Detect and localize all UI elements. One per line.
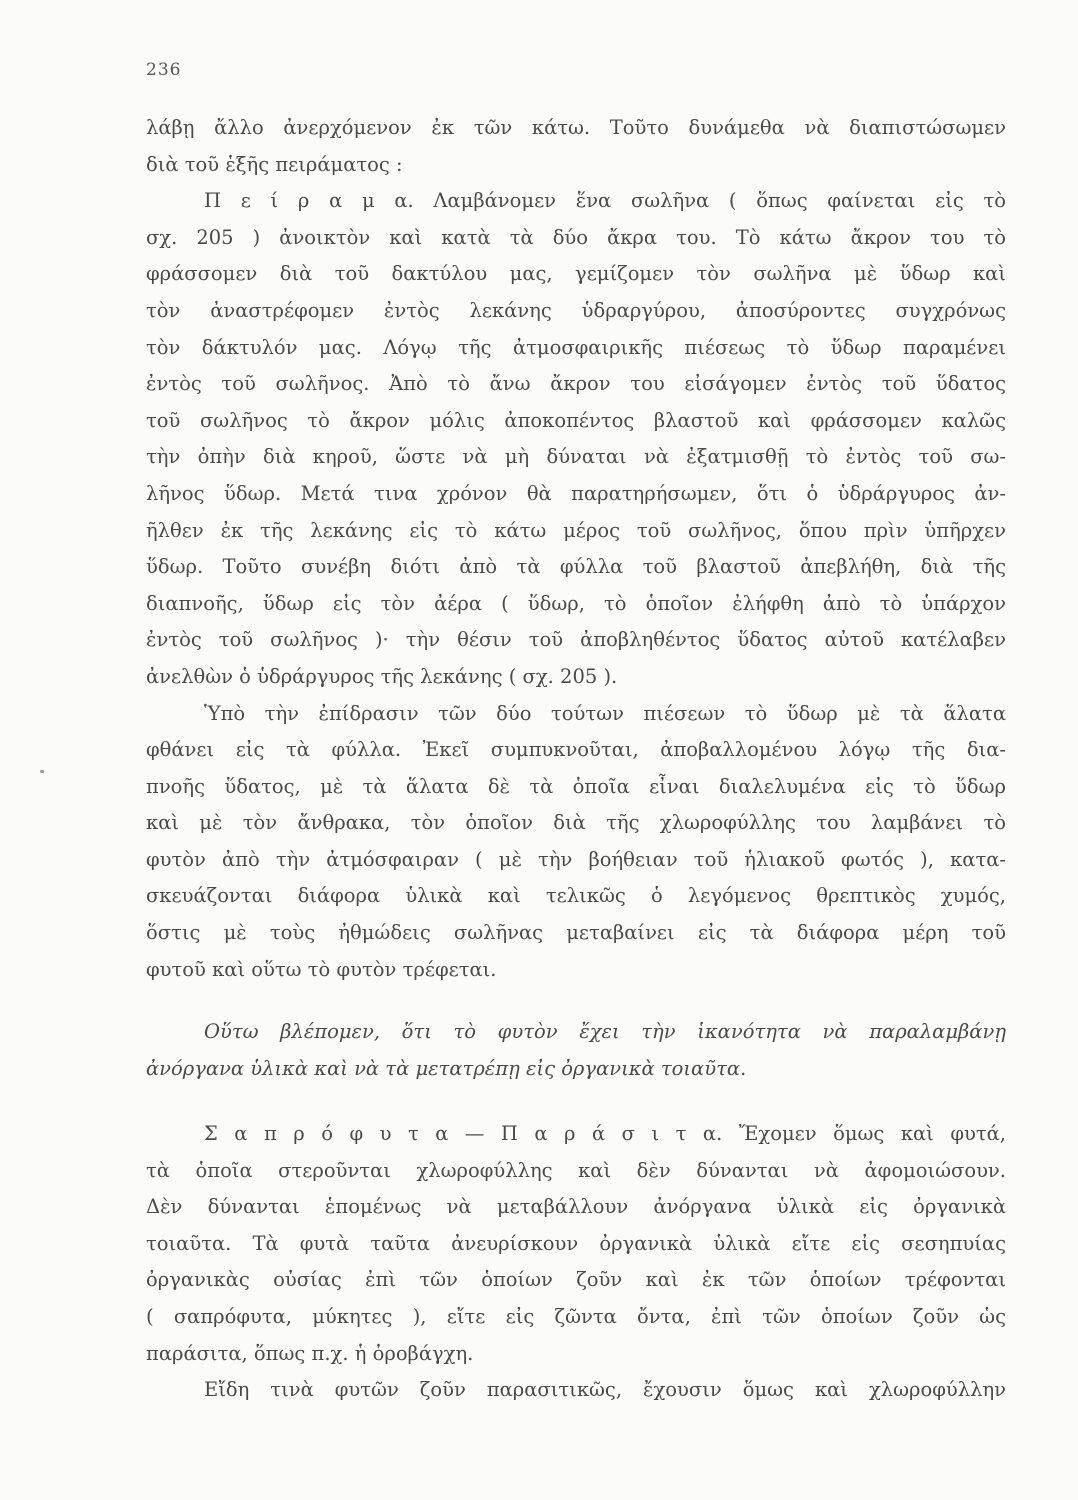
- text-line: διὰ τοῦ ἑξῆς πειράματος :: [146, 152, 403, 176]
- paragraph-block-experiment: [146, 110, 1006, 988]
- text-line: ῆλθεν ἐκ τῆς λεκάνης εἰς τὸ κάτω μέρος τοῦ σωλῆνος, ὅπου πρὶν ὑπῆρχεν: [146, 518, 1006, 542]
- text-line: τὸν ἀναστρέφομεν ἐντὸς λεκάνης ὑδραργύρου, ἀποσύροντες συγχρόνως: [146, 298, 1006, 322]
- text-line: Οὕτω βλέπομεν, ὅτι τὸ φυτὸν ἔχει τὴν ἱκανότητα νὰ παραλαμβάνῃ: [204, 1020, 1006, 1043]
- text-line: φυτὸν ἀπὸ τὴν ἀτμόσφαιραν ( μὲ τὴν βοήθειαν τοῦ ἡλιακοῦ φωτός ), κατα-: [146, 847, 1006, 871]
- text-line: Δὲν δύνανται ἑπομένως νὰ μεταβάλλουν ἀνόργανα ὑλικὰ εἰς ὀργανικὰ: [146, 1195, 1006, 1219]
- text-line: λάβῃ ἄλλο ἀνερχόμενον ἐκ τῶν κάτω. Τοῦτο δυνάμεθα νὰ διαπιστώσωμεν: [146, 116, 1006, 139]
- margin-mark: [40, 770, 44, 773]
- text-line: Σ α π ρ ό φ υ τ α — Π α ρ ά σ ι τ α. Ἔχομεν ὅμως καὶ φυτά,: [204, 1122, 1006, 1145]
- text-line: φυτοῦ καὶ οὕτω τὸ φυτὸν τρέφεται.: [146, 957, 497, 981]
- text-line: ἐντὸς τοῦ σωλῆνος. Ἀπὸ τὸ ἄνω ἄκρον του εἰσάγομεν ἐντὸς τοῦ ὕδατος: [146, 372, 1006, 396]
- text-line: ἀνελθὼν ὁ ὑδράργυρος τῆς λεκάνης ( σχ. 205 ).: [146, 664, 618, 688]
- text-line: τοιαῦτα. Τὰ φυτὰ ταῦτα ἀνευρίσκουν ὀργανικὰ ὑλικὰ εἴτε εἰς σεσηπυίας: [146, 1231, 1006, 1255]
- text-line: ( σαπρόφυτα, μύκητες ), εἴτε εἰς ζῶντα ὄντα, ἐπὶ τῶν ὁποίων ζοῦν ὡς: [146, 1304, 1006, 1328]
- text-line: ἀνόργανα ὑλικὰ καὶ νὰ τὰ μετατρέπῃ εἰς ὀργανικὰ τοιαῦτα.: [146, 1056, 747, 1080]
- text-line: σκευάζονται διάφορα ὑλικὰ καὶ τελικῶς ὁ λεγόμενος θρεπτικὸς χυμός,: [146, 884, 1006, 908]
- text-line: Εἴδη τινὰ φυτῶν ζοῦν παρασιτικῶς, ἔχουσιν ὅμως καὶ χλωροφύλλην: [204, 1378, 1006, 1402]
- text-line: καὶ μὲ τὸν ἄνθρακα, τὸν ὁποῖον διὰ τῆς χλωροφύλλης του λαμβάνει τὸ: [146, 811, 1006, 835]
- text-line: Π ε ί ρ α μ α. Λαμβάνομεν ἕνα σωλῆνα ( ὅπως φαίνεται εἰς τὸ: [204, 189, 1006, 213]
- text-line: φθάνει εἰς τὰ φύλλα. Ἐκεῖ συμπυκνοῦται, ἀποβαλλομένου λόγῳ τῆς δια-: [146, 738, 1006, 762]
- text-line: ἐντὸς τοῦ σωλῆνος )· τὴν θέσιν τοῦ ἀποβληθέντος ὕδατος αὐτοῦ κατέλαβεν: [146, 628, 1006, 652]
- paragraph-block-conclusion: [146, 1014, 1006, 1087]
- text-line: Ὑπὸ τὴν ἐπίδρασιν τῶν δύο τούτων πιέσεων τὸ ὕδωρ μὲ τὰ ἅλατα: [204, 701, 1006, 725]
- text-line: ὀργανικὰς οὐσίας ἐπὶ τῶν ὁποίων ζοῦν καὶ ἐκ τῶν ὁποίων τρέφονται: [146, 1268, 1006, 1292]
- text-line: τὴν ὀπὴν διὰ κηροῦ, ὥστε νὰ μὴ δύναται νὰ ἐξατμισθῇ τὸ ἐντὸς τοῦ σω-: [146, 445, 1006, 469]
- text-line: ὅστις μὲ τοὺς ἠθμώδεις σωλῆνας μεταβαίνει εἰς τὰ διάφορα μέρη τοῦ: [146, 921, 1006, 945]
- text-line: σχ. 205 ) ἀνοικτὸν καὶ κατὰ τὰ δύο ἄκρα του. Τὸ κάτω ἄκρον του τὸ: [146, 225, 1006, 249]
- text-line: τοῦ σωλῆνος τὸ ἄκρον μόλις ἀποκοπέντος βλαστοῦ καὶ φράσσομεν καλῶς: [146, 408, 1006, 432]
- text-line: τὸν δάκτυλόν μας. Λόγῳ τῆς ἀτμοσφαιρικῆς πιέσεως τὸ ὕδωρ παραμένει: [146, 335, 1006, 359]
- text-line: παράσιτα, ὅπως π.χ. ἡ ὀροβάγχη.: [146, 1341, 474, 1365]
- text-line: λῆνος ὕδωρ. Μετά τινα χρόνον θὰ παρατηρήσωμεν, ὅτι ὁ ὑδράργυρος ἀν-: [146, 481, 1006, 505]
- text-line: πνοῆς ὕδατος, μὲ τὰ ἅλατα δὲ τὰ ὁποῖα εἶναι διαλελυμένα εἰς τὸ ὕδωρ: [146, 774, 1006, 798]
- text-line: τὰ ὁποῖα στεροῦνται χλωροφύλλης καὶ δὲν δύνανται νὰ ἀφομοιώσουν.: [146, 1158, 1006, 1182]
- text-line: διαπνοῆς, ὕδωρ εἰς τὸν ἀέρα ( ὕδωρ, τὸ ὁποῖον ἐλήφθη ἀπὸ τὸ ὑπάρχον: [146, 591, 1006, 615]
- page-number: 236: [146, 60, 182, 80]
- text-line: φράσσομεν διὰ τοῦ δακτύλου μας, γεμίζομεν τὸν σωλῆνα μὲ ὕδωρ καὶ: [146, 262, 1006, 286]
- paragraph-block-saprophytes: [146, 1116, 1006, 1409]
- text-line: ὕδωρ. Τοῦτο συνέβη διότι ἀπὸ τὰ φύλλα τοῦ βλαστοῦ ἀπεβλήθη, διὰ τῆς: [146, 555, 1006, 579]
